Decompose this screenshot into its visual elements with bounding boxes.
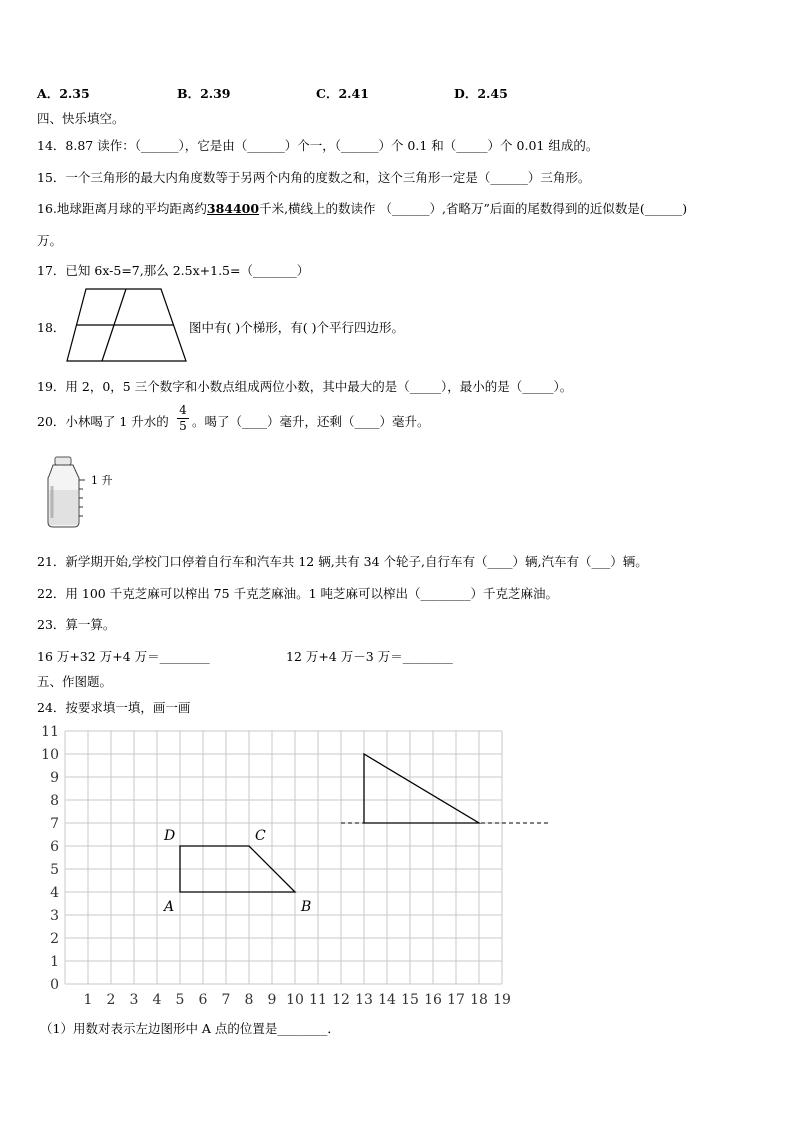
vertex-label-d: D [164, 828, 176, 844]
x-tick-label: 10 [286, 992, 304, 1008]
right-triangle [364, 754, 479, 823]
y-tick-label: 7 [50, 816, 59, 832]
x-tick-label: 2 [106, 992, 116, 1008]
x-tick-label: 14 [378, 992, 396, 1008]
x-tick-label: 15 [401, 992, 419, 1008]
y-tick-label: 6 [50, 839, 59, 855]
fraction-denominator: 5 [179, 419, 187, 433]
question-21: 21．新学期开始,学校门口停着自行车和汽车共 12 辆,共有 34 个轮子,自行车有（____）辆,汽车有（___）辆。 [37, 554, 648, 569]
question-14: 14．8.87 读作：（______），它是由（______）个一，（______）个 0.1 和（_____）个 0.01 组成的。 [37, 138, 599, 153]
calc-2: 12 万+4 万－3 万＝________ [286, 649, 453, 664]
x-tick-label: 9 [267, 992, 277, 1008]
question-24-sub1: （1）用数对表示左边图形中 A 点的位置是________． [40, 1021, 340, 1036]
calc-1: 16 万+32 万+4 万＝________ [37, 649, 210, 664]
question-23-title: 23．算一算。 [37, 617, 116, 632]
x-tick-label: 17 [447, 992, 465, 1008]
question-24-title: 24．按要求填一填，画一画 [37, 700, 191, 715]
y-tick-label: 0 [50, 977, 59, 993]
y-tick-label: 9 [50, 770, 59, 786]
question-19: 19．用 2，0，5 三个数字和小数点组成两位小数，其中最大的是（_____），最小的是（_____）。 [37, 379, 573, 394]
x-tick-label: 1 [83, 992, 93, 1008]
question-16-line2: 万。 [37, 233, 63, 248]
question-20-suffix: 。喝了（____）毫升，还剩（____）毫升。 [192, 414, 430, 429]
q16-suffix: 千米,横线上的数读作 （______）,省略万”后面的尾数得到的近似数是(______) [259, 201, 688, 216]
question-22: 22．用 100 千克芝麻可以榨出 75 千克芝麻油。1 吨芝麻可以榨出（________）千克芝麻油。 [37, 586, 558, 601]
y-tick-label: 4 [50, 885, 59, 901]
x-tick-label: 7 [221, 992, 231, 1008]
option-a: A．2.35 [37, 86, 90, 101]
x-tick-label: 11 [309, 992, 327, 1008]
q16-number: 384400 [206, 201, 260, 216]
bottle-label: 1 升 [91, 474, 113, 487]
x-tick-label: 16 [424, 992, 442, 1008]
fraction-4-5 [177, 404, 189, 433]
q16-prefix: 16.地球距离月球的平均距离约 [37, 201, 207, 216]
option-c: C．2.41 [316, 86, 369, 101]
y-tick-label: 5 [50, 862, 59, 878]
bottle-image [44, 456, 90, 530]
option-b: B．2.39 [177, 86, 231, 101]
vertex-label-b: B [301, 899, 312, 915]
x-tick-label: 5 [175, 992, 185, 1008]
question-18-number: 18． [37, 320, 66, 335]
fraction-numerator: 4 [179, 403, 187, 417]
x-tick-label: 6 [198, 992, 208, 1008]
trapezoid-figure [64, 286, 190, 364]
x-tick-label: 18 [470, 992, 488, 1008]
x-tick-label: 13 [355, 992, 373, 1008]
y-tick-label: 10 [41, 747, 59, 763]
vertex-label-a: A [164, 899, 175, 915]
coordinate-grid [0, 718, 794, 1008]
question-17: 17．已知 6x-5=7,那么 2.5x+1.5=（_______） [37, 263, 310, 278]
x-tick-label: 8 [244, 992, 254, 1008]
x-tick-label: 4 [152, 992, 162, 1008]
x-tick-label: 12 [332, 992, 350, 1008]
question-18: 图中有( )个梯形，有( )个平行四边形。 [189, 320, 404, 335]
y-tick-label: 2 [50, 931, 59, 947]
y-tick-label: 11 [41, 724, 59, 740]
x-tick-label: 3 [129, 992, 139, 1008]
section-4-title: 四、快乐填空。 [37, 111, 125, 126]
x-tick-label: 19 [493, 992, 511, 1008]
question-15: 15．一个三角形的最大内角度数等于另两个内角的度数之和，这个三角形一定是（______）三角形。 [37, 170, 591, 185]
vertex-label-c: C [255, 828, 266, 844]
option-d: D．2.45 [454, 86, 508, 101]
y-tick-label: 3 [50, 908, 59, 924]
section-5-title: 五、作图题。 [37, 674, 113, 689]
question-16 [37, 199, 687, 217]
y-tick-label: 1 [50, 954, 59, 970]
y-tick-label: 8 [50, 793, 59, 809]
question-20-prefix: 20．小林喝了 1 升水的 [37, 414, 169, 429]
